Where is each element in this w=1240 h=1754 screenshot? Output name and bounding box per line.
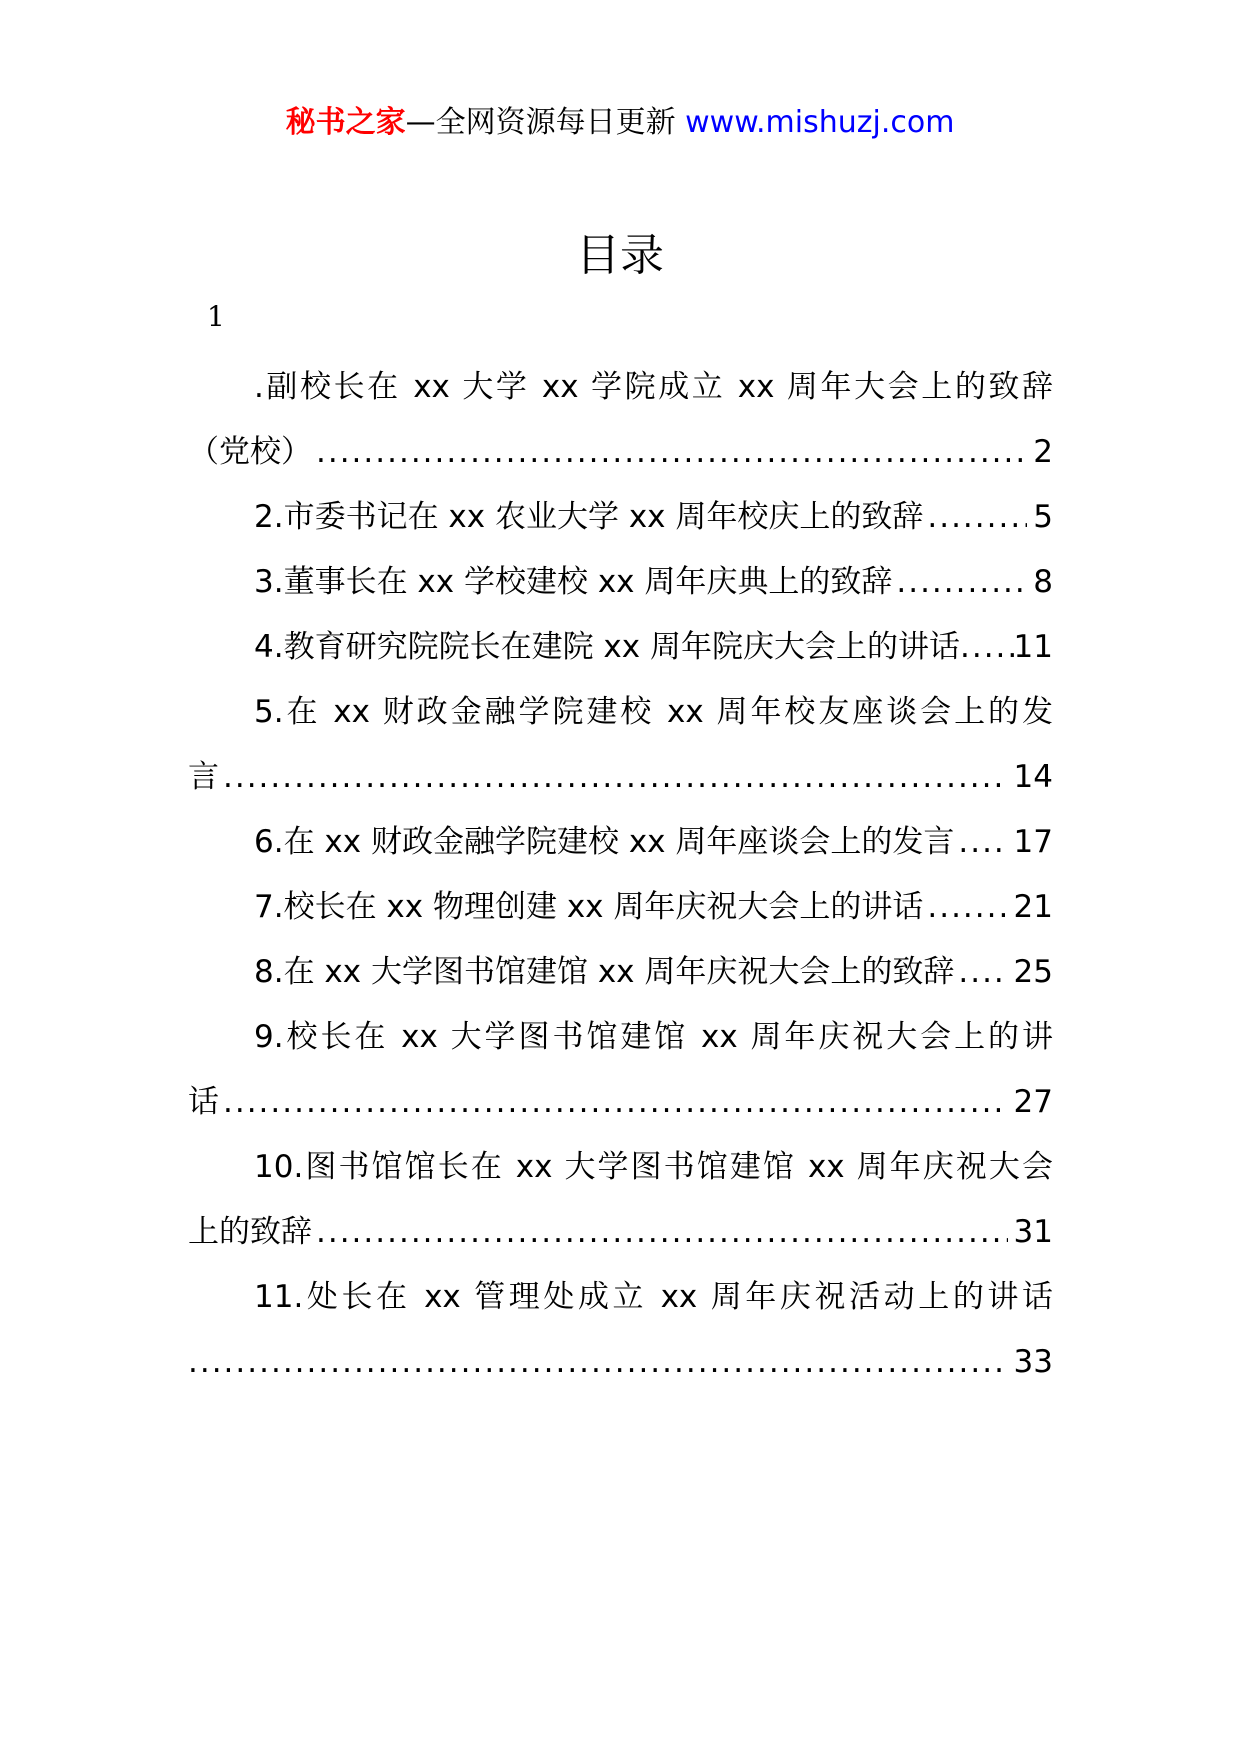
page-marker: 1	[207, 300, 225, 333]
toc-entry-11-line2[interactable]	[188, 1330, 1053, 1395]
leader-dots	[958, 940, 1007, 1005]
toc-entry-10-line2[interactable]: 上的致辞 ..... 31	[188, 1200, 1053, 1265]
page-title: 目录	[576, 230, 664, 281]
toc-entry-11-line1[interactable]: 11.处长在 xx 管理处成立 xx 周年庆祝活动上的讲话	[254, 1279, 1053, 1315]
brand-name: 秘书之家	[285, 105, 406, 140]
toc-entry-8[interactable]: 8.在 xx 大学图书馆建馆 xx 周年庆祝大会上的致辞 ..... 25	[188, 940, 1053, 1005]
toc-entry-9-line2[interactable]: 话 ..... 27	[188, 1070, 1053, 1135]
toc-entry-1-line2[interactable]: （党校） ..... 2	[188, 420, 1053, 485]
toc-entry-3[interactable]: 3.董事长在 xx 学校建校 xx 周年庆典上的致辞 ..... 8	[188, 550, 1053, 615]
leader-dots	[188, 1330, 1008, 1395]
table-of-contents	[188, 355, 1053, 1395]
toc-page-number: 14	[1013, 759, 1053, 795]
toc-entry-2[interactable]: 2.市委书记在 xx 农业大学 xx 周年校庆上的致辞 ..... 5	[188, 485, 1053, 550]
toc-page-number: 8	[1033, 564, 1053, 600]
leader-dots	[223, 745, 1008, 810]
toc-page-number: 11	[1013, 629, 1053, 665]
toc-page-number: 2	[1033, 434, 1053, 470]
site-url-link[interactable]: www.mishuzj.com	[685, 105, 955, 140]
leader-dots	[958, 810, 1007, 875]
header-tagline: —全网资源每日更新	[405, 105, 686, 140]
leader-dots	[927, 875, 1007, 940]
leader-dots	[927, 485, 1027, 550]
leader-dots	[896, 550, 1027, 615]
leader-dots	[223, 1070, 1008, 1135]
site-header	[0, 103, 1240, 143]
leader-dots	[960, 615, 1014, 680]
toc-page-number: 25	[1013, 954, 1053, 990]
toc-entry-5-line1[interactable]: 5.在 xx 财政金融学院建校 xx 周年校友座谈会上的发	[254, 694, 1053, 730]
toc-entry-5-line2[interactable]: 言 ..... 14	[188, 745, 1053, 810]
toc-page-number: 31	[1013, 1214, 1053, 1250]
toc-page-number: 33	[1013, 1344, 1053, 1380]
toc-page-number: 5	[1033, 499, 1053, 535]
leader-dots	[316, 420, 1027, 485]
toc-entry-9-line1[interactable]: 9.校长在 xx 大学图书馆建馆 xx 周年庆祝大会上的讲	[254, 1019, 1053, 1055]
toc-page-number: 27	[1013, 1084, 1053, 1120]
toc-page-number: 21	[1013, 889, 1053, 925]
toc-entry-7[interactable]: 7.校长在 xx 物理创建 xx 周年庆祝大会上的讲话 ..... 21	[188, 875, 1053, 940]
toc-entry-1-line1[interactable]: .副校长在 xx 大学 xx 学院成立 xx 周年大会上的致辞	[254, 369, 1053, 405]
toc-entry-10-line1[interactable]: 10.图书馆馆长在 xx 大学图书馆建馆 xx 周年庆祝大会	[254, 1149, 1053, 1185]
toc-entry-4[interactable]: 4.教育研究院院长在建院 xx 周年院庆大会上的讲话 ..... 11	[188, 615, 1053, 680]
leader-dots	[316, 1200, 1008, 1265]
toc-entry-6[interactable]: 6.在 xx 财政金融学院建校 xx 周年座谈会上的发言 ..... 17	[188, 810, 1053, 875]
toc-page-number: 17	[1013, 824, 1053, 860]
